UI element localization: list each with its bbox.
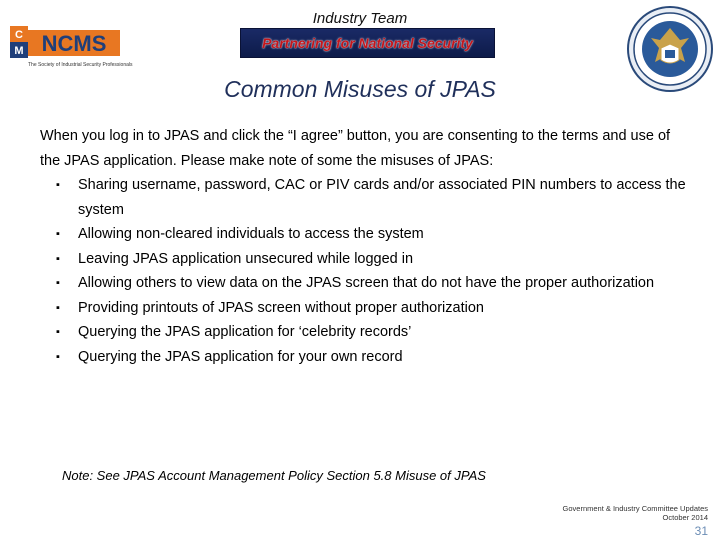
- list-item-text: Allowing others to view data on the JPAS screen that do not have the proper authorization: [78, 275, 655, 291]
- ncms-logo-c: C: [15, 29, 23, 41]
- list-item-text: Allowing non-cleared individuals to access the system: [78, 226, 424, 242]
- bullet-icon: ▪: [56, 228, 60, 240]
- list-item-text: Sharing username, password, CAC or PIV cards and/or associated PIN numbers to access the system: [78, 177, 686, 218]
- list-item-text: Querying the JPAS application for your own record: [78, 348, 403, 365]
- body-content: [40, 124, 700, 369]
- header-banner: [240, 28, 495, 58]
- list-item: [56, 173, 700, 222]
- list-item: [56, 320, 700, 345]
- misuse-list: [40, 173, 700, 369]
- footnote: Note: See JPAS Account Management Policy Section 5.8 Misuse of JPAS: [62, 468, 486, 483]
- page-number: 31: [694, 524, 708, 538]
- list-item-text: Querying the JPAS application for ‘celebrity records’: [78, 324, 412, 340]
- bullet-icon: ▪: [56, 179, 60, 191]
- banner-text: Partnering for National Security: [262, 35, 473, 51]
- list-item: [56, 345, 700, 370]
- list-item: [56, 222, 700, 247]
- list-item-text: Leaving JPAS application unsecured while logged in: [78, 250, 414, 267]
- ncms-logo-tagline: The Society of Industrial Security Professionals: [28, 62, 133, 68]
- page-title: Common Misuses of JPAS: [224, 76, 496, 102]
- intro-paragraph: When you log in to JPAS and click the “I agree” button, you are consenting to the terms and use of the JPAS application. Please make note of some the misuses of JPAS:: [40, 128, 671, 169]
- bullet-icon: ▪: [56, 277, 60, 289]
- footer-line-1: Government & Industry Committee Updates: [562, 504, 708, 513]
- list-item: [56, 247, 700, 272]
- ncms-logo-m: M: [14, 45, 24, 57]
- list-item: [56, 296, 700, 321]
- list-item: [56, 271, 700, 296]
- header-top-label: Industry Team: [312, 10, 408, 27]
- footer: [563, 504, 708, 522]
- bullet-icon: ▪: [56, 301, 60, 314]
- bullet-icon: ▪: [56, 326, 60, 338]
- bullet-icon: ▪: [56, 252, 60, 265]
- ncms-logo-letters: NCMS: [41, 31, 107, 56]
- ncms-logo: [10, 26, 160, 70]
- bullet-icon: ▪: [56, 350, 60, 363]
- footer-line-2: October 2014: [662, 513, 708, 522]
- list-item-text: Providing printouts of JPAS screen without proper authorization: [78, 299, 484, 316]
